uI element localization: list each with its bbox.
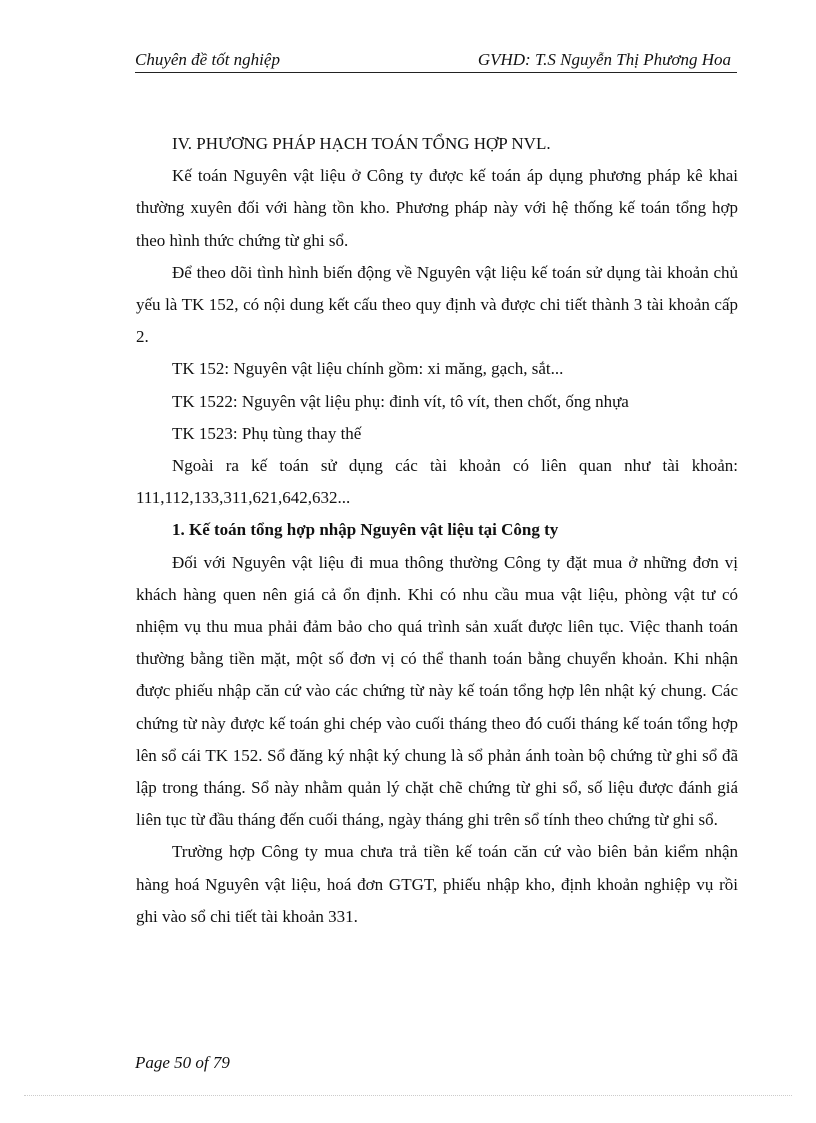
header-thesis-label: Chuyên đề tốt nghiệp — [135, 50, 280, 69]
paragraph-other-accounts: Ngoài ra kế toán sử dụng các tài khoản có liên quan như tài khoản: 111,112,133,311,621,642,632... — [136, 456, 738, 508]
page-bottom-divider — [24, 1095, 792, 1096]
account-tk1523: TK 1523: Phụ tùng thay thế — [172, 423, 362, 443]
account-tk1522: TK 1522: Nguyên vật liệu phụ: đinh vít, tô vít, then chốt, ống nhựa — [172, 391, 629, 411]
document-body — [136, 128, 738, 933]
page-number: Page 50 of 79 — [135, 1053, 230, 1072]
header-advisor-label: GVHD: T.S Nguyễn Thị Phương Hoa — [477, 50, 731, 69]
paragraph-method: Kế toán Nguyên vật liệu ở Công ty được kế toán áp dụng phương pháp kê khai thường xuyên đối với hàng tồn kho. Phương pháp này với hệ thống kế toán tổng hợp theo hình thức chứng từ ghi sổ. — [136, 166, 738, 250]
account-tk152: TK 152: Nguyên vật liệu chính gồm: xi măng, gạch, sắt... — [172, 359, 564, 379]
paragraph-purchase: Đối với Nguyên vật liệu đi mua thông thường Công ty đặt mua ở những đơn vị khách hàng quen nên giá cả ổn định. Khi có nhu cầu mua vật liệu, phòng vật tư có nhiệm vụ thu mua phải đảm bảo cho quá trình sản xuất được liên tục. Việc thanh toán thường bằng tiền mặt, một số đơn vị có thể thanh toán bằng chuyển khoản. Khi nhận được phiếu nhập căn cứ vào các chứng từ này kế toán tổng hợp lên nhật ký chung. Các chứng từ này được kế toán ghi chép vào cuối tháng theo đó cuối tháng kế toán tổng hợp lên sổ cái TK 152. Sổ đăng ký nhật ký chung là sổ phản ánh toàn bộ chứng từ ghi sổ đã lập trong tháng. Sổ này nhằm quản lý chặt chẽ chứng từ ghi sổ, số liệu được đánh giá liên tục từ đầu tháng đến cuối tháng, ngày tháng ghi trên sổ tính theo chứng từ ghi sổ. — [136, 552, 738, 830]
page-header — [135, 48, 737, 73]
subsection-title: 1. Kế toán tổng hợp nhập Nguyên vật liệu tại Công ty — [172, 520, 559, 540]
paragraph-tk152: Để theo dõi tình hình biến động về Nguyên vật liệu kế toán sử dụng tài khoản chủ yếu là TK 152, có nội dung kết cấu theo quy định và được chi tiết thành 3 tài khoản cấp 2. — [136, 262, 738, 347]
section-title: IV. PHƯƠNG PHÁP HẠCH TOÁN TỔNG HỢP NVL. — [172, 134, 551, 153]
page-footer — [135, 1053, 230, 1073]
paragraph-unpaid-purchase: Trường hợp Công ty mua chưa trả tiền kế toán căn cứ vào biên bản kiểm nhận hàng hoá Nguyên vật liệu, hoá đơn GTGT, phiếu nhập kho, định khoản nghiệp vụ rồi ghi vào sổ chi tiết tài khoản 331. — [136, 842, 738, 926]
